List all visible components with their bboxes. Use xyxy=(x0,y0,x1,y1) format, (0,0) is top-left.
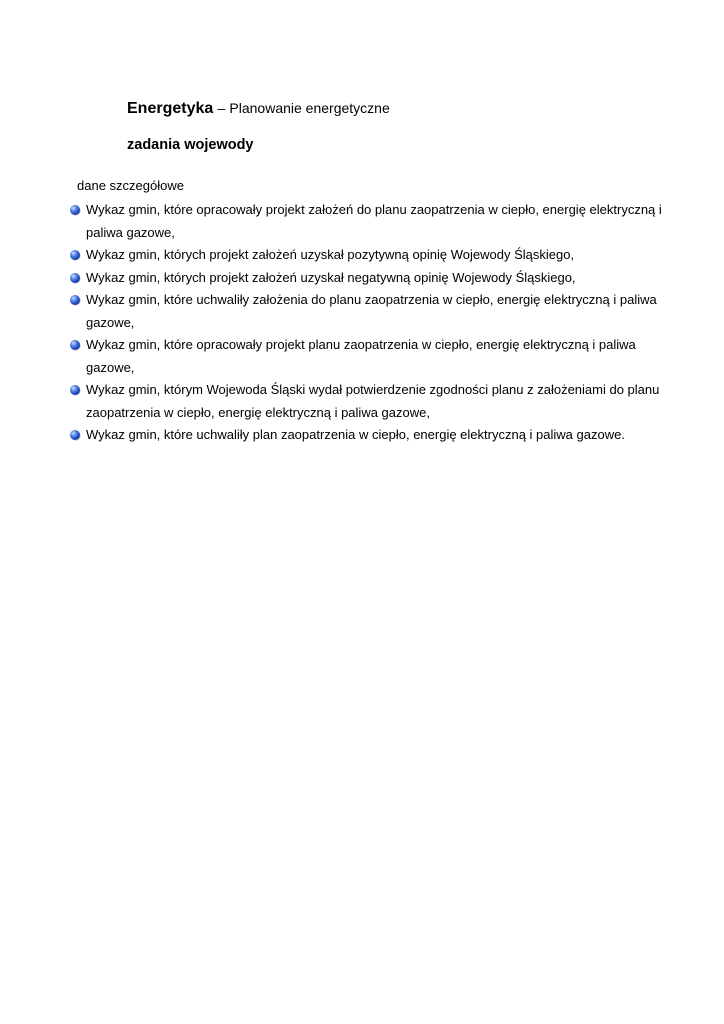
bullet-icon xyxy=(70,430,80,440)
bullet-icon xyxy=(70,205,80,215)
bullet-icon xyxy=(70,250,80,260)
section-label: dane szczegółowe xyxy=(77,178,184,193)
bullet-icon xyxy=(70,295,80,305)
page-subtitle: zadania wojewody xyxy=(127,137,254,153)
list-item xyxy=(68,289,668,334)
bullet-icon xyxy=(70,385,80,395)
list-item xyxy=(68,199,668,244)
bullet-icon xyxy=(70,273,80,283)
list-item xyxy=(68,244,668,267)
list-item-text: Wykaz gmin, które uchwaliły plan zaopatrzenia w ciepło, energię elektryczną i paliwa gazowe. xyxy=(86,427,625,442)
list-item-text: Wykaz gmin, których projekt założeń uzyskał pozytywną opinię Wojewody Śląskiego, xyxy=(86,247,575,262)
list-item-text: Wykaz gmin, którym Wojewoda Śląski wydał potwierdzenie zgodności planu z założeniami do planu zaopatrzenia w ciepło, energię elektryczną i paliwa gazowe, xyxy=(86,382,660,420)
title-separator: – xyxy=(217,100,226,116)
list-item-text: Wykaz gmin, których projekt założeń uzyskał negatywną opinię Wojewody Śląskiego, xyxy=(86,269,576,285)
list-item xyxy=(68,424,668,447)
bullet-list xyxy=(68,199,668,447)
list-item-text: Wykaz gmin, które opracowały projekt planu zaopatrzenia w ciepło, energię elektryczną i paliwa gazowe, xyxy=(86,337,636,375)
list-item-text: Wykaz gmin, które uchwaliły założenia do planu zaopatrzenia w ciepło, energię elektryczną i paliwa gazowe, xyxy=(86,292,657,330)
title-main: Energetyka xyxy=(127,100,214,117)
list-item xyxy=(68,379,668,424)
list-item xyxy=(68,334,668,379)
list-item-text: Wykaz gmin, które opracowały projekt założeń do planu zaopatrzenia w ciepło, energię elektryczną i paliwa gazowe, xyxy=(86,202,662,240)
bullet-icon xyxy=(70,340,80,350)
list-item xyxy=(68,267,668,290)
title-suffix: Planowanie energetyczne xyxy=(229,100,390,116)
page-title xyxy=(127,100,390,118)
